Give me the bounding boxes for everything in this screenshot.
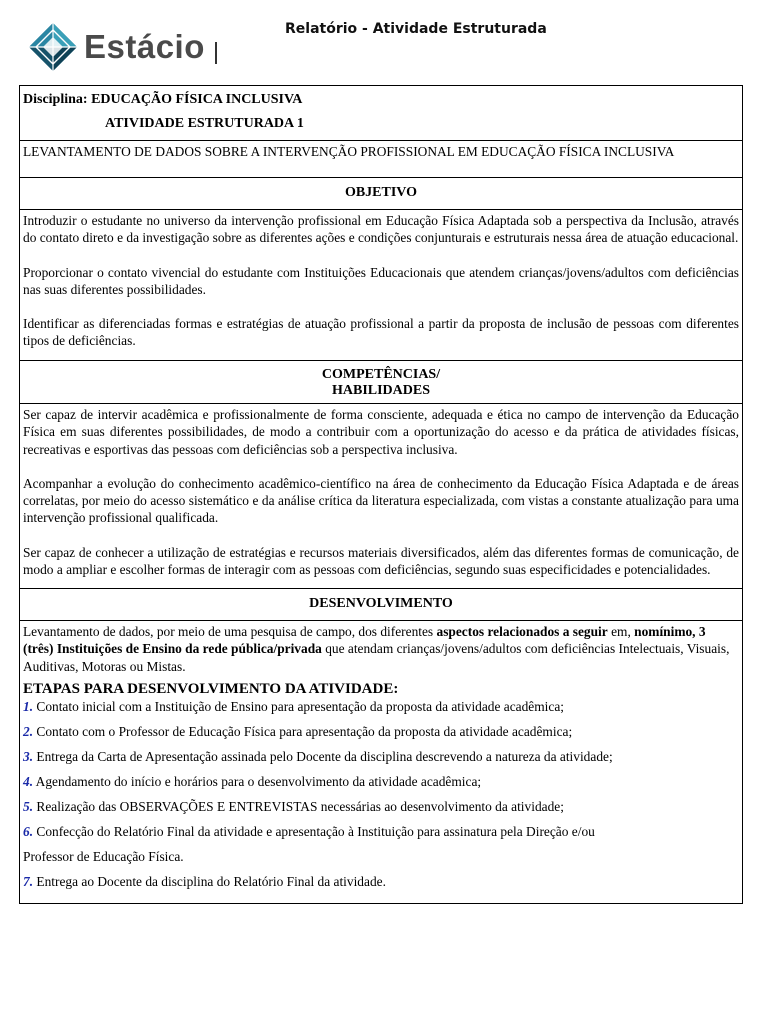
step-item [23,723,739,740]
step-number: 2. [23,723,34,739]
step-item [23,798,739,815]
step-item [23,748,739,765]
diamond-logo-icon [28,22,78,72]
objective-heading: OBJETIVO [20,178,742,210]
step-number: 4. [23,773,34,789]
activity-title: ATIVIDADE ESTRUTURADA 1 [105,116,304,131]
objective-paragraph: Introduzir o estudante no universo da intervenção profissional em Educação Física Adaptada sob a perspectiva da Inclusão, através do contato direto e da investigação sobre as diferentes ações e condições conjunturais e estruturais nessa área de atuação educacional. [23,213,739,246]
lead-text: em, [607,624,635,639]
discipline-label: Disciplina: EDUCAÇÃO FÍSICA INCLUSIVA [23,92,303,107]
development-lead [23,623,739,675]
step-item [23,823,739,840]
competencies-heading-line1: COMPETÊNCIAS/ [321,367,441,382]
competencies-heading-line2: HABILIDADES [331,383,431,398]
lead-text: Levantamento de dados, por meio de uma pesquisa de campo, dos diferentes [23,624,437,639]
step-text: Entrega da Carta de Apresentação assinada pelo Docente da disciplina descrevendo a natureza da atividade; [33,748,613,764]
lead-text: que atendam crianças/jovens/adultos com deficiências Intelectuais, Visuais, Auditivas, Motoras ou Mistas. [23,641,730,674]
step-number: 3. [23,748,34,764]
activity-document [19,85,743,904]
step-text: Entrega ao Docente da disciplina do Relatório Final da atividade. [33,873,386,889]
estacio-logo [28,18,218,76]
step-item [23,773,739,790]
report-title: Relatório - Atividade Estruturada [285,21,547,37]
competency-paragraph: Ser capaz de intervir acadêmica e profissionalmente de forma consciente, adequada e ética no campo de intervenção da Educação Física em suas diferentes possibilidades, de modo a contribuir com a oportunização do acesso e da prática de atividades físicas, recreativas e esportivas das pessoas com deficiências sob a perspectiva inclusiva. [23,407,739,457]
lead-bold: aspectos relacionados a seguir [436,624,608,639]
step-item [23,873,739,890]
step-text: Confecção do Relatório Final da atividade e apresentação à Instituição para assinatura pela Direção e/ou [33,823,595,839]
competencies-heading [20,361,742,404]
step-text: Contato inicial com a Instituição de Ensino para apresentação da proposta da atividade acadêmica; [33,698,564,714]
step-number: 1. [23,698,34,714]
step-continuation: Professor de Educação Física. [23,848,184,864]
competencies-body [20,404,742,589]
page-header [0,0,768,84]
step-text: Contato com o Professor de Educação Física para apresentação da proposta da atividade acadêmica; [33,723,573,739]
step-number: 7. [23,873,34,889]
competency-paragraph: Acompanhar a evolução do conhecimento acadêmico-científico na área de conhecimento da Educação Física Adaptada e de áreas correlatas, por meio do acesso sistemático e da análise crítica da literatura especializada, com vistas a constante atualização para uma intervenção profissional qualificada. [23,475,739,526]
lead-bold: nomínimo, 3 (três) Instituições de Ensino da rede pública/privada [23,624,706,657]
step-item [23,698,739,715]
objective-paragraph: Identificar as diferenciadas formas e estratégias de atuação profissional a partir da proposta de inclusão de pessoas com diferentes tipos de deficiências. [23,316,739,349]
development-body [20,621,742,903]
survey-title: LEVANTAMENTO DE DADOS SOBRE A INTERVENÇÃO PROFISSIONAL EM EDUCAÇÃO FÍSICA INCLUSIVA [20,141,742,178]
brand-divider [215,42,217,64]
objective-paragraph: Proporcionar o contato vivencial do estudante com Instituições Educacionais que atendem crianças/jovens/adultos com deficiências nas suas diferentes possibilidades. [23,264,739,297]
brand-name: Estácio [84,28,205,65]
step-number: 6. [23,823,34,839]
discipline-section [20,86,742,141]
competency-paragraph: Ser capaz de conhecer a utilização de estratégias e recursos materiais diversificados, além das diferentes formas de comunicação, de modo a ampliar e escolher formas de interagir com as pessoas com deficiências, segundo suas especificidades e potencialidades. [23,544,739,578]
objective-body [20,210,742,361]
step-text: Agendamento do início e horários para o desenvolvimento da atividade acadêmica; [33,773,482,789]
steps-title: ETAPAS PARA DESENVOLVIMENTO DA ATIVIDADE: [23,680,399,697]
step-number: 5. [23,798,34,814]
development-heading: DESENVOLVIMENTO [20,589,742,621]
step-text: Realização das OBSERVAÇÕES E ENTREVISTAS necessárias ao desenvolvimento da atividade; [33,798,564,814]
